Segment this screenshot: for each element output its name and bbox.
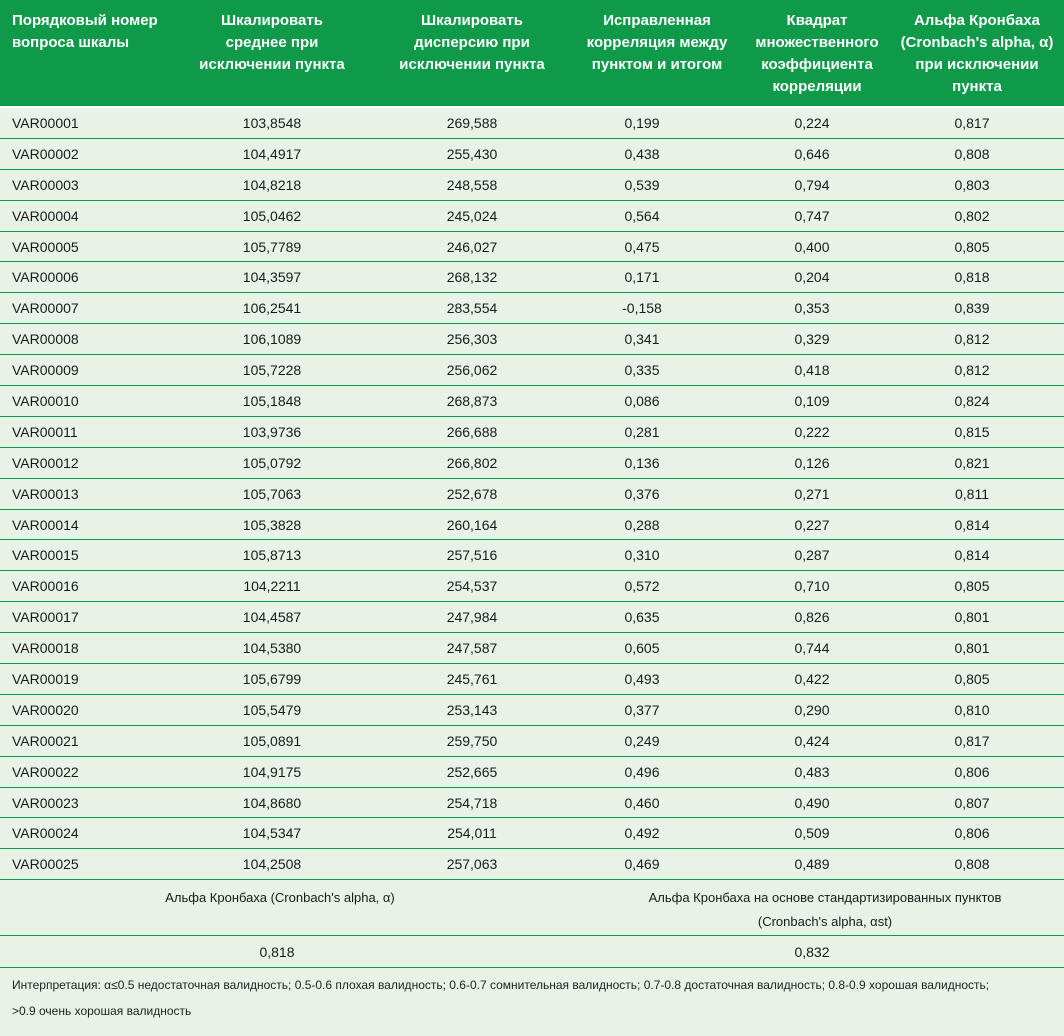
cell-item-total-correlation: 0,460 — [624, 794, 660, 811]
cell-alpha-if-deleted: 0,808 — [954, 856, 990, 873]
cell-item-total-correlation: 0,310 — [624, 547, 660, 564]
table-row — [0, 571, 1064, 602]
header-scale-mean: Шкалировать среднее при исключении пункта — [199, 12, 345, 73]
alpha-standardized-label: Альфа Кронбаха на основе стандартизированных пунктов (Cronbach's alpha, αst) — [648, 890, 1002, 929]
alpha-label: Альфа Кронбаха (Cronbach's alpha, α) — [165, 890, 395, 905]
cell-item-name: VAR00021 — [12, 732, 79, 749]
cell-scale-mean: 103,9736 — [242, 423, 302, 440]
cell-squared-multiple-correlation: 0,490 — [794, 794, 830, 811]
cell-alpha-if-deleted: 0,815 — [954, 423, 990, 440]
cell-item-name: VAR00011 — [12, 423, 78, 440]
cell-item-name: VAR00014 — [12, 516, 79, 533]
cell-scale-mean: 106,2541 — [242, 300, 302, 317]
table-body — [0, 108, 1064, 880]
cell-alpha-if-deleted: 0,824 — [954, 393, 990, 410]
cell-scale-variance: 248,558 — [446, 176, 498, 193]
alpha-value: 0,818 — [259, 944, 295, 960]
cell-alpha-if-deleted: 0,812 — [954, 362, 990, 379]
table-row — [0, 448, 1064, 479]
cell-item-total-correlation: 0,086 — [624, 393, 660, 410]
cell-item-name: VAR00020 — [12, 701, 79, 718]
cell-scale-variance: 247,984 — [446, 609, 498, 626]
cell-item-name: VAR00016 — [12, 578, 79, 595]
cell-scale-mean: 105,1848 — [242, 393, 302, 410]
cell-item-total-correlation: 0,376 — [624, 485, 660, 502]
table-row — [0, 262, 1064, 293]
cell-scale-mean: 105,6799 — [242, 671, 302, 688]
table-row — [0, 540, 1064, 571]
cell-alpha-if-deleted: 0,805 — [954, 238, 990, 255]
cell-scale-mean: 104,5347 — [242, 825, 302, 842]
table-row — [0, 633, 1064, 664]
cell-scale-mean: 104,2211 — [243, 578, 301, 595]
cell-item-total-correlation: -0,158 — [622, 300, 662, 317]
cell-scale-mean: 105,7063 — [242, 485, 302, 502]
cell-item-total-correlation: 0,635 — [624, 609, 660, 626]
cell-squared-multiple-correlation: 0,826 — [794, 609, 830, 626]
cell-item-name: VAR00006 — [12, 269, 79, 286]
header-squared-multiple-correlation: Квадрат множественного коэффициента корреляции — [755, 12, 879, 95]
cell-scale-variance: 266,802 — [446, 454, 498, 471]
cell-scale-mean: 106,1089 — [242, 331, 302, 348]
cell-item-total-correlation: 0,377 — [624, 701, 660, 718]
cell-squared-multiple-correlation: 0,287 — [794, 547, 830, 564]
cell-alpha-if-deleted: 0,817 — [954, 732, 990, 749]
table-row — [0, 139, 1064, 170]
cell-scale-mean: 105,0891 — [242, 732, 302, 749]
cell-squared-multiple-correlation: 0,109 — [794, 393, 830, 410]
cell-item-total-correlation: 0,249 — [624, 732, 660, 749]
summary-values-row — [0, 936, 1064, 968]
cell-scale-variance: 252,665 — [446, 763, 498, 780]
cell-scale-variance: 256,062 — [446, 362, 498, 379]
cell-item-name: VAR00001 — [12, 115, 79, 131]
cell-squared-multiple-correlation: 0,489 — [794, 856, 830, 873]
cell-squared-multiple-correlation: 0,744 — [794, 640, 830, 657]
cell-squared-multiple-correlation: 0,646 — [794, 145, 830, 162]
cell-scale-variance: 254,718 — [446, 794, 498, 811]
cell-squared-multiple-correlation: 0,422 — [794, 671, 830, 688]
cell-scale-variance: 245,761 — [446, 671, 498, 688]
cell-scale-variance: 257,516 — [446, 547, 498, 564]
cell-item-total-correlation: 0,469 — [624, 856, 660, 873]
cell-squared-multiple-correlation: 0,418 — [794, 362, 830, 379]
cell-item-name: VAR00022 — [12, 763, 79, 780]
cell-scale-mean: 104,5380 — [242, 640, 302, 657]
cell-alpha-if-deleted: 0,805 — [954, 578, 990, 595]
cell-alpha-if-deleted: 0,801 — [954, 640, 990, 657]
cell-alpha-if-deleted: 0,818 — [954, 269, 990, 286]
cell-alpha-if-deleted: 0,812 — [954, 331, 990, 348]
cell-item-total-correlation: 0,572 — [624, 578, 660, 595]
cell-item-total-correlation: 0,539 — [624, 176, 660, 193]
cell-scale-variance: 256,303 — [446, 331, 498, 348]
table-row — [0, 695, 1064, 726]
cell-item-name: VAR00010 — [12, 393, 79, 410]
table-row — [0, 726, 1064, 757]
table-row — [0, 324, 1064, 355]
cell-item-total-correlation: 0,605 — [624, 640, 660, 657]
table-row — [0, 170, 1064, 201]
cell-item-total-correlation: 0,492 — [624, 825, 660, 842]
cell-scale-mean: 104,3597 — [242, 269, 302, 286]
table-row — [0, 417, 1064, 448]
cell-item-total-correlation: 0,475 — [624, 238, 660, 255]
cell-item-total-correlation: 0,335 — [624, 362, 660, 379]
header-alpha-if-deleted: Альфа Кронбаха (Cronbach's alpha, α) при исключении пункта — [900, 12, 1054, 95]
cell-squared-multiple-correlation: 0,222 — [794, 423, 830, 440]
cell-squared-multiple-correlation: 0,794 — [794, 176, 830, 193]
cell-item-name: VAR00009 — [12, 362, 79, 379]
table-row — [0, 602, 1064, 633]
cell-scale-variance: 259,750 — [446, 732, 498, 749]
cell-alpha-if-deleted: 0,806 — [954, 763, 990, 780]
cell-item-total-correlation: 0,496 — [624, 763, 660, 780]
header-item-total-correlation: Исправленная корреляция между пунктом и итогом — [586, 12, 728, 73]
cell-alpha-if-deleted: 0,806 — [954, 825, 990, 842]
cell-item-name: VAR00024 — [12, 825, 79, 842]
cell-scale-variance: 253,143 — [446, 701, 498, 718]
cell-scale-variance: 255,430 — [446, 145, 498, 162]
table-row — [0, 201, 1064, 232]
cell-scale-mean: 105,8713 — [242, 547, 302, 564]
cell-item-name: VAR00013 — [12, 485, 79, 502]
cell-scale-mean: 103,8548 — [242, 115, 302, 131]
cell-scale-variance: 254,537 — [446, 578, 498, 595]
cell-item-total-correlation: 0,281 — [624, 423, 660, 440]
cell-item-total-correlation: 0,136 — [624, 454, 660, 471]
cell-item-name: VAR00025 — [12, 856, 79, 873]
cell-scale-mean: 104,4587 — [242, 609, 302, 626]
cell-scale-variance: 247,587 — [446, 640, 498, 657]
header-item-number: Порядковый номер вопроса шкалы — [12, 12, 158, 51]
cell-item-name: VAR00012 — [12, 454, 79, 471]
cell-squared-multiple-correlation: 0,271 — [794, 485, 830, 502]
table-row — [0, 664, 1064, 695]
cell-squared-multiple-correlation: 0,400 — [794, 238, 830, 255]
cell-item-total-correlation: 0,493 — [624, 671, 660, 688]
cell-item-name: VAR00015 — [12, 547, 79, 564]
cell-squared-multiple-correlation: 0,424 — [794, 732, 830, 749]
cell-scale-mean: 104,2508 — [242, 856, 302, 873]
cell-squared-multiple-correlation: 0,126 — [794, 454, 830, 471]
cell-item-name: VAR00005 — [12, 238, 79, 255]
cell-item-name: VAR00003 — [12, 176, 79, 193]
cell-scale-variance: 283,554 — [446, 300, 498, 317]
cell-scale-variance: 268,873 — [446, 393, 498, 410]
cell-scale-mean: 104,8218 — [242, 176, 302, 193]
cell-alpha-if-deleted: 0,814 — [954, 547, 990, 564]
cell-alpha-if-deleted: 0,802 — [954, 207, 990, 224]
cell-alpha-if-deleted: 0,808 — [954, 145, 990, 162]
cell-alpha-if-deleted: 0,821 — [954, 454, 990, 471]
cell-item-total-correlation: 0,199 — [624, 115, 660, 131]
cell-squared-multiple-correlation: 0,329 — [794, 331, 830, 348]
cell-squared-multiple-correlation: 0,290 — [794, 701, 830, 718]
alpha-standardized-value: 0,832 — [794, 944, 830, 960]
cell-item-name: VAR00017 — [12, 609, 79, 626]
cell-squared-multiple-correlation: 0,710 — [794, 578, 830, 595]
cell-alpha-if-deleted: 0,814 — [954, 516, 990, 533]
cell-scale-variance: 266,688 — [446, 423, 498, 440]
interpretation-note: Интерпретация: α≤0.5 недостаточная валидность; 0.5-0.6 плохая валидность; 0.6-0.7 сомнительная валидность; 0.7-0.8 достаточная валидность; 0.8-0.9 хорошая валидность; >0.9 очень хорошая валидность — [12, 978, 990, 1018]
cell-squared-multiple-correlation: 0,509 — [794, 825, 830, 842]
table-row — [0, 232, 1064, 263]
table-row — [0, 510, 1064, 541]
table-row — [0, 479, 1064, 510]
cell-item-total-correlation: 0,288 — [624, 516, 660, 533]
cell-item-total-correlation: 0,438 — [624, 145, 660, 162]
cell-scale-variance: 260,164 — [446, 516, 498, 533]
cell-item-name: VAR00018 — [12, 640, 79, 657]
cell-item-total-correlation: 0,171 — [624, 269, 660, 286]
cell-scale-mean: 104,4917 — [242, 145, 302, 162]
cell-squared-multiple-correlation: 0,483 — [794, 763, 830, 780]
cell-alpha-if-deleted: 0,801 — [954, 609, 990, 626]
cell-squared-multiple-correlation: 0,204 — [794, 269, 830, 286]
table-row — [0, 849, 1064, 880]
cell-scale-mean: 105,0792 — [242, 454, 302, 471]
cell-item-total-correlation: 0,341 — [624, 331, 660, 348]
cell-squared-multiple-correlation: 0,224 — [794, 115, 830, 131]
table-row — [0, 108, 1064, 139]
cell-scale-variance: 254,011 — [447, 825, 497, 842]
cell-scale-mean: 105,5479 — [242, 701, 302, 718]
table-row — [0, 386, 1064, 417]
cell-alpha-if-deleted: 0,810 — [954, 701, 990, 718]
header-scale-variance: Шкалировать дисперсию при исключении пункта — [399, 12, 545, 73]
cell-alpha-if-deleted: 0,817 — [954, 115, 990, 131]
cell-scale-mean: 105,7789 — [242, 238, 302, 255]
cell-item-name: VAR00002 — [12, 145, 79, 162]
cell-scale-variance: 257,063 — [446, 856, 498, 873]
table-row — [0, 788, 1064, 819]
cell-scale-mean: 105,3828 — [242, 516, 302, 533]
cell-squared-multiple-correlation: 0,227 — [794, 516, 830, 533]
table-row — [0, 818, 1064, 849]
table-header — [0, 0, 1064, 108]
table-row — [0, 293, 1064, 324]
cell-item-name: VAR00004 — [12, 207, 79, 224]
cell-alpha-if-deleted: 0,839 — [954, 300, 990, 317]
cell-alpha-if-deleted: 0,805 — [954, 671, 990, 688]
cell-scale-variance: 269,588 — [446, 115, 498, 131]
cell-alpha-if-deleted: 0,811 — [955, 485, 989, 502]
table-row — [0, 355, 1064, 386]
cell-item-name: VAR00007 — [12, 300, 79, 317]
cell-item-name: VAR00019 — [12, 671, 79, 688]
cell-alpha-if-deleted: 0,807 — [954, 794, 990, 811]
table-row — [0, 757, 1064, 788]
cell-scale-mean: 104,8680 — [242, 794, 302, 811]
cell-alpha-if-deleted: 0,803 — [954, 176, 990, 193]
cell-scale-variance: 268,132 — [446, 269, 498, 286]
summary-labels-row — [0, 880, 1064, 936]
cell-scale-mean: 104,9175 — [242, 763, 302, 780]
cell-item-name: VAR00023 — [12, 794, 79, 811]
cell-squared-multiple-correlation: 0,747 — [794, 207, 830, 224]
cell-item-total-correlation: 0,564 — [624, 207, 660, 224]
cell-scale-variance: 246,027 — [446, 238, 498, 255]
cell-scale-variance: 245,024 — [446, 207, 498, 224]
cell-scale-mean: 105,0462 — [242, 207, 302, 224]
cell-scale-variance: 252,678 — [446, 485, 498, 502]
cell-item-name: VAR00008 — [12, 331, 79, 348]
cell-scale-mean: 105,7228 — [242, 362, 302, 379]
cell-squared-multiple-correlation: 0,353 — [794, 300, 830, 317]
